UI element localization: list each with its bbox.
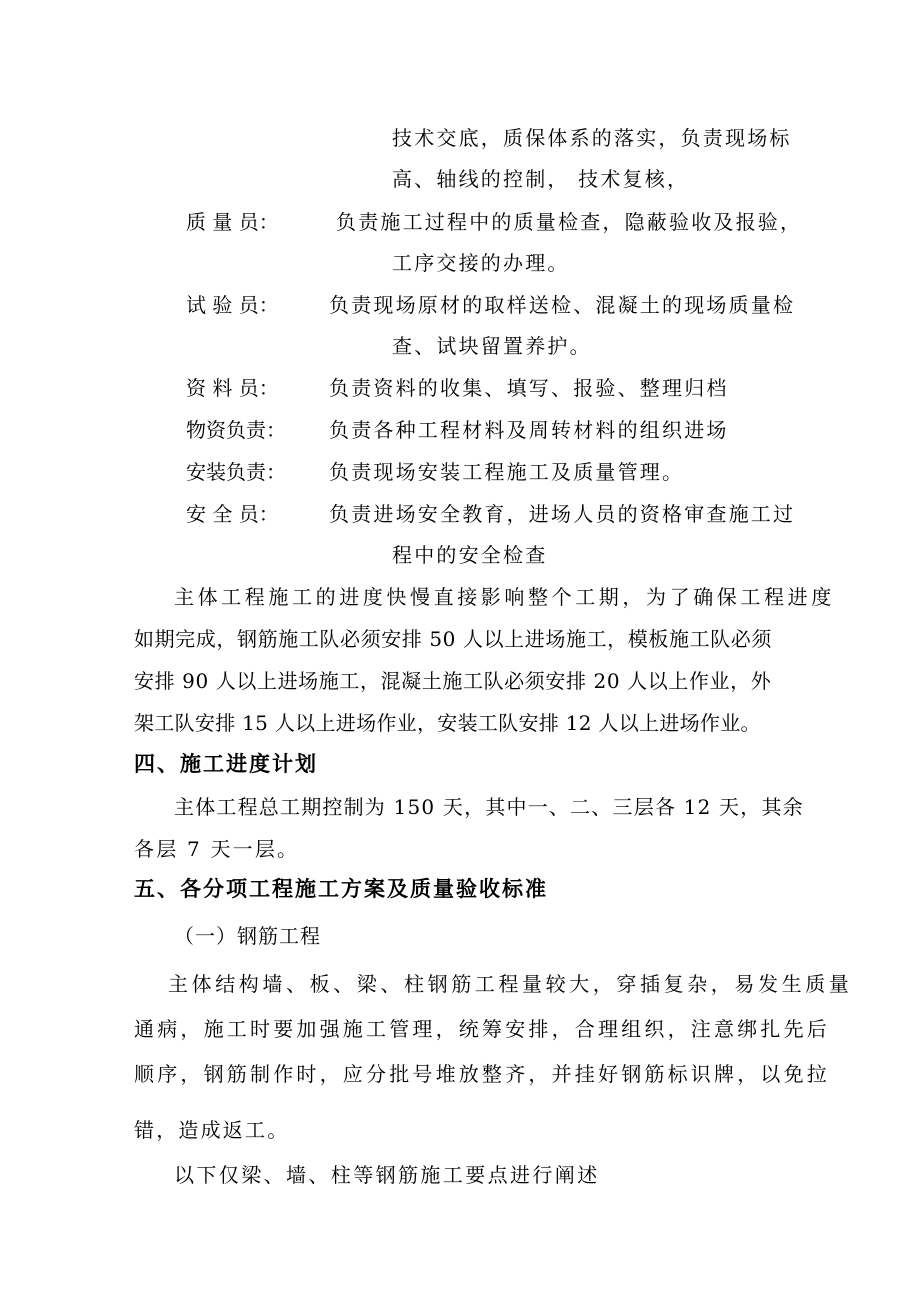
document-role-label: 资 料 员： — [186, 376, 279, 400]
quality-role-label: 质 量 员： — [186, 210, 279, 234]
testing-role-label: 试 验 员： — [186, 293, 279, 317]
section-5-sub-heading: （一）钢筋工程 — [174, 924, 321, 948]
staffing-paragraph-line-3: 安排 90 人以上进场施工，混凝土施工队必须安排 20 人以上作业，外 — [134, 669, 772, 693]
section-4-heading: 四、施工进度计划 — [134, 752, 318, 776]
materials-role-label: 物资负责： — [186, 418, 286, 442]
rebar-paragraph-line-1: 主体结构墙、板、梁、柱钢筋工程量较大，穿插复杂，易发生质量 — [168, 972, 853, 996]
rebar-paragraph-line-3: 顺序，钢筋制作时，应分批号堆放整齐，并挂好钢筋标识牌，以免拉 — [134, 1062, 830, 1086]
rebar-paragraph-line-2: 通病，施工时要加强施工管理，统筹安排，合理组织，注意绑扎先后 — [134, 1017, 830, 1041]
quality-role-desc-line-2: 工序交接的办理。 — [392, 251, 570, 275]
staffing-paragraph-line-1: 主体工程施工的进度快慢直接影响整个工期，为了确保工程进度 — [174, 585, 835, 609]
testing-role-desc-line-1: 负责现场原材的取样送检、混凝土的现场质量检 — [329, 293, 796, 317]
document-role-desc: 负责资料的收集、填写、报验、整理归档 — [329, 376, 729, 400]
safety-role-label: 安 全 员： — [186, 502, 279, 526]
safety-role-desc-line-2: 程中的安全检查 — [392, 543, 548, 567]
installation-role-label: 安装负责： — [186, 460, 286, 484]
installation-role-desc: 负责现场安装工程施工及质量管理。 — [329, 460, 685, 484]
quality-role-desc-line-1: 负责施工过程中的质量检查，隐蔽验收及报验， — [336, 210, 803, 234]
materials-role-desc: 负责各种工程材料及周转材料的组织进场 — [329, 418, 729, 442]
tech-role-desc-line-1: 技术交底，质保体系的落实，负责现场标 — [392, 126, 792, 150]
tech-role-desc-line-2: 高、轴线的控制， 技术复核， — [392, 167, 690, 191]
section-4-line-1: 主体工程总工期控制为 150 天，其中一、二、三层各 12 天，其余 — [174, 795, 804, 819]
staffing-paragraph-line-2: 如期完成，钢筋施工队必须安排 50 人以上进场施工，模板施工队必须 — [134, 627, 772, 651]
staffing-paragraph-line-4: 架工队安排 15 人以上进场作业，安装工队安排 12 人以上进场作业。 — [134, 711, 761, 735]
testing-role-desc-line-2: 查、试块留置养护。 — [392, 334, 592, 358]
safety-role-desc-line-1: 负责进场安全教育，进场人员的资格审查施工过 — [329, 502, 796, 526]
rebar-closing-line: 以下仅梁、墙、柱等钢筋施工要点进行阐述 — [174, 1163, 600, 1187]
section-5-heading: 五、各分项工程施工方案及质量验收标准 — [134, 877, 548, 901]
rebar-paragraph-line-4: 错，造成返工。 — [134, 1118, 290, 1142]
section-4-line-2: 各层 7 天一层。 — [134, 837, 300, 861]
